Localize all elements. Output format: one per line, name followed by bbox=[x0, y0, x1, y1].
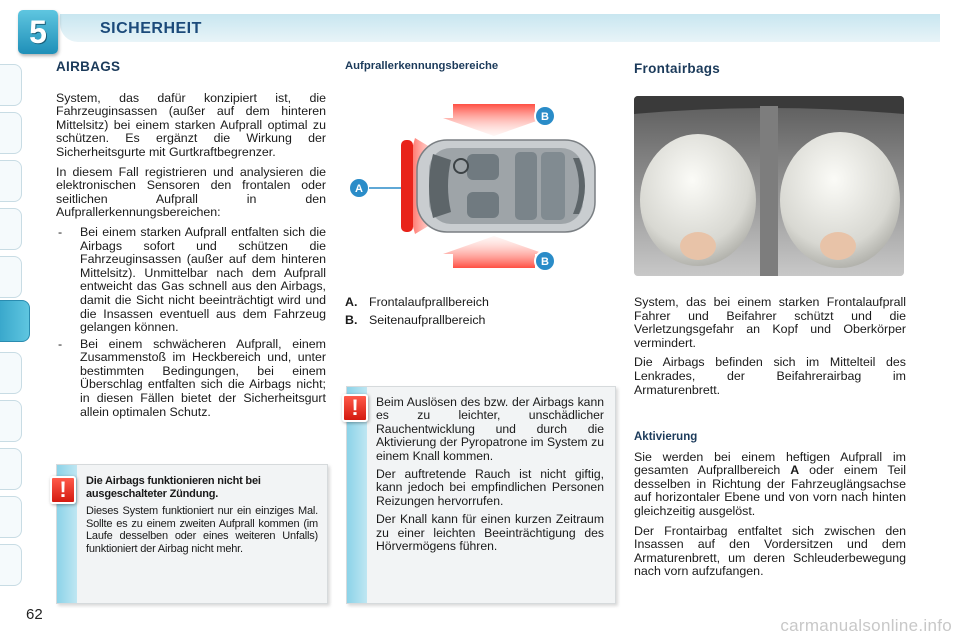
detection-title: Aufprallerkennungsbereiche bbox=[345, 60, 499, 72]
warning-ignition-heading: Die Airbags funktionieren nicht bei ausgeschalteter Zündung. bbox=[86, 475, 261, 500]
detection-column bbox=[345, 60, 613, 82]
side-tab-11[interactable] bbox=[0, 544, 22, 586]
passenger-airbag bbox=[780, 132, 900, 268]
zone-label-b-bottom bbox=[535, 251, 555, 271]
chapter-side-tabs bbox=[0, 64, 30, 584]
frontairbags-column bbox=[634, 62, 906, 94]
zone-label-a bbox=[349, 178, 369, 198]
list-item: - Bei einem starken Aufprall entfalten sich die Airbags sofort und schützen die Fahrzeuginsassen (außer auf dem hinteren Mittelsitz). Unmittelbar nach dem Aufprall entweicht das Gas schnell aus den Airbags, damit die Sicht nicht beeinträchtigt wird und die Insassen eventuell aus dem Fahrzeug gelangen können. bbox=[58, 224, 326, 335]
side-impact-arrow-top bbox=[443, 104, 545, 136]
airbags-cases-list bbox=[56, 226, 326, 419]
frontairbags-text bbox=[634, 296, 906, 403]
side-tab-9[interactable] bbox=[0, 448, 22, 490]
side-tab-1[interactable] bbox=[0, 64, 22, 106]
warning-smoke-para-2: Der auftretende Rauch ist nicht giftig, kann jedoch bei empfindlichen Personen Reizungen hervorrufen. bbox=[376, 467, 604, 508]
airbags-intro: System, das dafür konzipiert ist, die Fahrzeuginsassen (außer auf dem hinteren Mittelsitz) bei einem starken Aufprall optimal zu schützen. Es ergänzt die Wirkung der Sicherheitsgurte mit Gurtkraftbegrenzer. bbox=[56, 90, 326, 159]
warning-smoke-para-1: Beim Auslösen des bzw. der Airbags kann es zu leichter, unschädlicher Rauchentwicklung und durch die Aktivierung der Pyropatrone im System zu einem Knall kommen. bbox=[376, 395, 604, 463]
warning-icon: ! bbox=[50, 476, 76, 504]
warning-ignition-text bbox=[86, 475, 318, 561]
svg-text:A: A bbox=[355, 183, 363, 195]
watermark: carmanualsonline.info bbox=[780, 616, 952, 635]
side-tab-7[interactable] bbox=[0, 352, 22, 394]
detection-legend bbox=[345, 296, 613, 331]
chapter-number-badge bbox=[18, 10, 58, 54]
frontairbags-title: Frontairbags bbox=[634, 61, 721, 76]
side-tab-10[interactable] bbox=[0, 496, 22, 538]
activation-para-1: Sie werden bei einem heftigen Aufprall im gesamten Aufprallbereich A oder einem Teil desselben in Richtung der Fahrzeuglängsachse auf horizontaler Ebene und von vorn nach hinten gleichzeitig ausgelöst. bbox=[634, 449, 906, 518]
svg-text:B: B bbox=[541, 256, 549, 268]
page-header bbox=[0, 0, 960, 52]
legend-item-b: B. Seitenaufprallbereich bbox=[345, 312, 486, 327]
list-item: - Bei einem schwächeren Aufprall, einem Zusammenstoß im Heckbereich und, unter bestimmten Bedingungen, bei einem Überschlag entfalten sich die Airbags nicht; in diesen Fällen bietet der Sicherheitsgurt allein optimalen Schutz. bbox=[58, 336, 326, 419]
side-impact-arrow-bottom bbox=[443, 236, 545, 268]
legend-item-a: A. Frontalaufprallbereich bbox=[345, 295, 489, 309]
side-tab-active[interactable] bbox=[0, 300, 30, 342]
activation-section bbox=[634, 431, 906, 585]
svg-text:B: B bbox=[541, 111, 549, 123]
warning-icon: ! bbox=[342, 394, 368, 422]
activation-title: Aktivierung bbox=[634, 431, 698, 443]
side-tab-4[interactable] bbox=[0, 208, 22, 250]
airbags-column bbox=[56, 60, 326, 422]
frontairbags-para-1: System, das bei einem starken Frontalaufprall Fahrer und Beifahrer schützt und die Verletzungsgefahr an Kopf und Oberkörper vermindert. bbox=[634, 295, 906, 350]
side-tab-8[interactable] bbox=[0, 400, 22, 442]
car-detection-diagram bbox=[345, 96, 610, 276]
warning-smoke-text bbox=[376, 396, 604, 558]
warning-ignition-body: Dieses System funktioniert nur ein einziges Mal. Sollte es zu einem zweiten Aufprall kommen (im Laufe desselben oder eines weiteren Unfalls) funktioniert der Airbag nicht mehr. bbox=[86, 505, 318, 555]
frontairbags-illustration bbox=[634, 96, 904, 276]
car-top-view bbox=[417, 140, 595, 232]
side-tab-2[interactable] bbox=[0, 112, 22, 154]
frontairbags-para-2: Die Airbags befinden sich im Mittelteil des Lenkrades, der Beifahrerairbag im Armaturenbrett. bbox=[634, 355, 906, 397]
activation-para-2: Der Frontairbag entfaltet sich zwischen den Insassen auf den Vordersitzen und dem Armaturenbrett, um deren Schleuderbewegung nach vorn aufzufangen. bbox=[634, 523, 906, 579]
driver-airbag bbox=[640, 134, 756, 266]
chapter-title: SICHERHEIT bbox=[100, 20, 202, 37]
chapter-number: 5 bbox=[29, 13, 47, 50]
airbags-title: AIRBAGS bbox=[56, 59, 121, 74]
warning-smoke-para-3: Der Knall kann für einen kurzen Zeitraum zu einer leichten Beeinträchtigung des Hörvermögens führen. bbox=[376, 512, 604, 554]
side-tab-3[interactable] bbox=[0, 160, 22, 202]
zone-label-b-top bbox=[535, 106, 555, 126]
side-tab-5[interactable] bbox=[0, 256, 22, 298]
page-number: 62 bbox=[26, 606, 43, 623]
airbags-detection-text: In diesem Fall registrieren und analysieren die elektronischen Sensoren den frontalen oder seitlichen Aufprall in den Aufprallerkennungsbereichen: bbox=[56, 164, 326, 220]
